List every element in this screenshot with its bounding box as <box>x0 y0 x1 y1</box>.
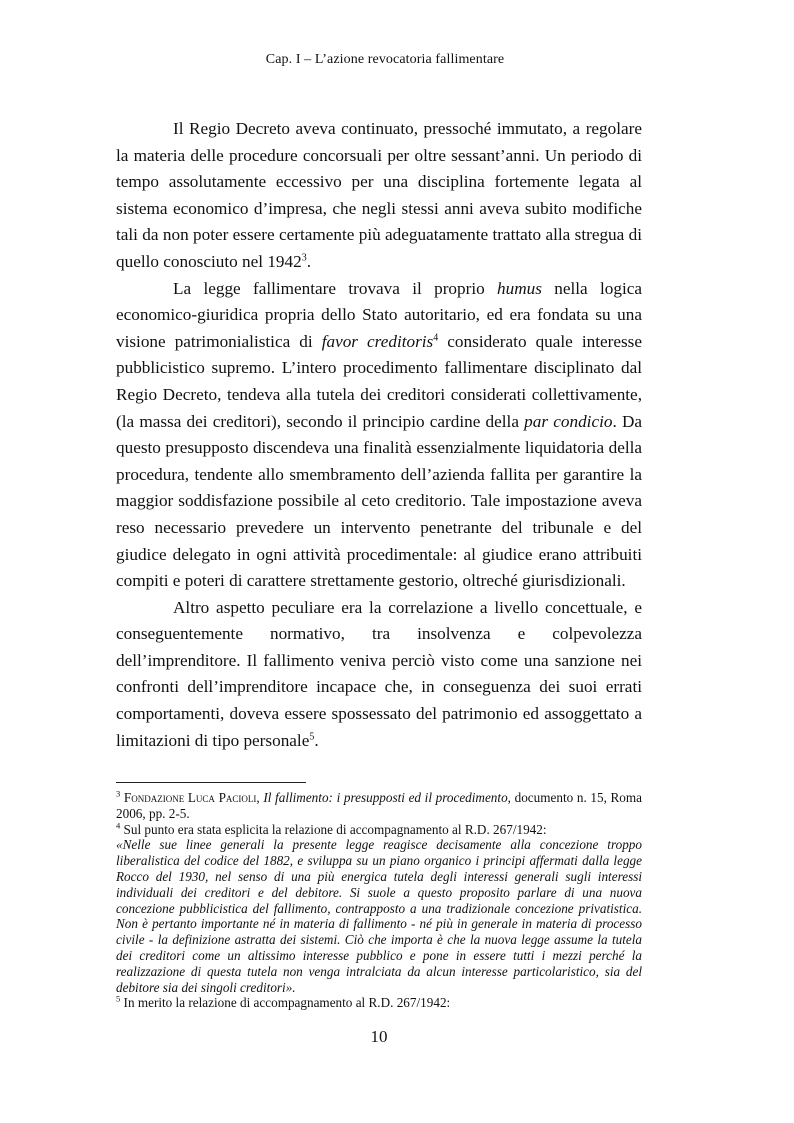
footnote-4: $^4$ Sul punto era stata esplicita la relazione di accompagnamento al R.D. 267/1942: <box>116 820 547 837</box>
term-favor-creditoris: favor creditoris <box>321 331 434 351</box>
footnote-3: $^3$ Fondazione Luca Pacioli, Il fallimento: i presupposti ed il procedimento, documento n. 15, Roma 2006, pp. 2-5. <box>116 788 643 821</box>
footnote-ref-4[interactable]: 4 <box>433 332 439 344</box>
running-title: Cap. I – L’azione revocatoria fallimentare <box>265 52 505 67</box>
paragraph-2: La legge fallimentare trovava il proprio humus nella logica economico-giuridica propria dello Stato autoritario, ed era fondata su una visione patrimonialistica di favor creditoris$^4$ considerato quale interesse pubblicistico supremo. L’intero procedimento fallimentare disciplinato dal Regio Decreto, tendeva alla tutela dei creditori considerati collettivamente, (la massa dei creditori), secondo il principio cardine della par condicio. Da questo presupposto discendeva una finalità essenzialmente liquidatoria della procedura, tendente allo smembramento dell’azienda fallita per garantire la maggior soddisfazione possibile al ceto creditorio. Tale impostazione aveva reso necessario prevedere un intervento penetrante del tribunale e del giudice delegato in ogni attività procedimentale: al giudice erano attribuiti compiti e poteri di carattere strettamente gestorio, oltreché giurisdizionali. <box>116 278 643 591</box>
page-number: 10 <box>370 1027 388 1046</box>
term-humus: humus <box>497 278 542 298</box>
footnote-work-title: Il fallimento: i presupposti ed il procedimento <box>263 790 508 805</box>
footnote-5: $^5$ In merito la relazione di accompagnamento al R.D. 267/1942: <box>116 993 451 1011</box>
footnotes <box>116 790 642 1011</box>
footnote-ref-3[interactable]: 3 <box>301 252 307 264</box>
paragraph-3: Altro aspetto peculiare era la correlazione a livello concettuale, e conseguentemente normativo, tra insolvenza e colpevolezza dell’imprenditore. Il fallimento veniva perciò visto come una sanzione nei confronti dell’imprenditore incapace che, in conseguenza dei suoi errati comportamenti, doveva essere spossessato del patrimonio ed assoggettato a limitazioni di tipo personale$^5$. <box>116 597 642 750</box>
footnote-separator <box>116 782 306 783</box>
body-text <box>116 116 642 754</box>
running-header <box>0 52 794 68</box>
footnote-ref-5[interactable]: 5 <box>309 730 315 742</box>
paragraph-1: Il Regio Decreto aveva continuato, pressoché immutato, a regolare la materia delle procedure concorsuali per oltre sessant’anni. Un periodo di tempo assolutamente eccessivo per una disciplina fortemente legata al sistema economico d’impresa, che negli stessi anni aveva subito modifiche tali da non poter essere certamente più adeguatamente trattato alla stregua di quello conosciuto nel 1942$^3$. <box>116 119 642 271</box>
footnote-author: Fondazione Luca Pacioli <box>123 790 257 805</box>
footnote-4-quote: «Nelle sue linee generali la presente legge reagisce decisamente alla concezione troppo liberalistica del codice del 1882, e sviluppa su un piano organico i principi affermati dalla legge Rocco del 1930, nel senso di una più energica tutela degli interessi generali sugli interessi individuali dei creditori e del debitore. Si suole a questo proposito parlare di una nuova concezione pubblicistica del fallimento, contrapposto a una tradizionale concezione privatistica. Non è pertanto importante né in materia di fallimento - né più in generale in materia di processo civile - la definizione astratta dei sistemi. Ciò che importa è che la nuova legge assume la tutela dei creditori come un altissimo interesse pubblico e pone in essere tutti i mezzi perché la realizzazione di questa tutela non venga intralciata da alcun interesse particolaristico, sia del debitore sia dei singoli creditori». <box>116 837 642 995</box>
term-par-condicio: par condicio <box>524 411 613 431</box>
